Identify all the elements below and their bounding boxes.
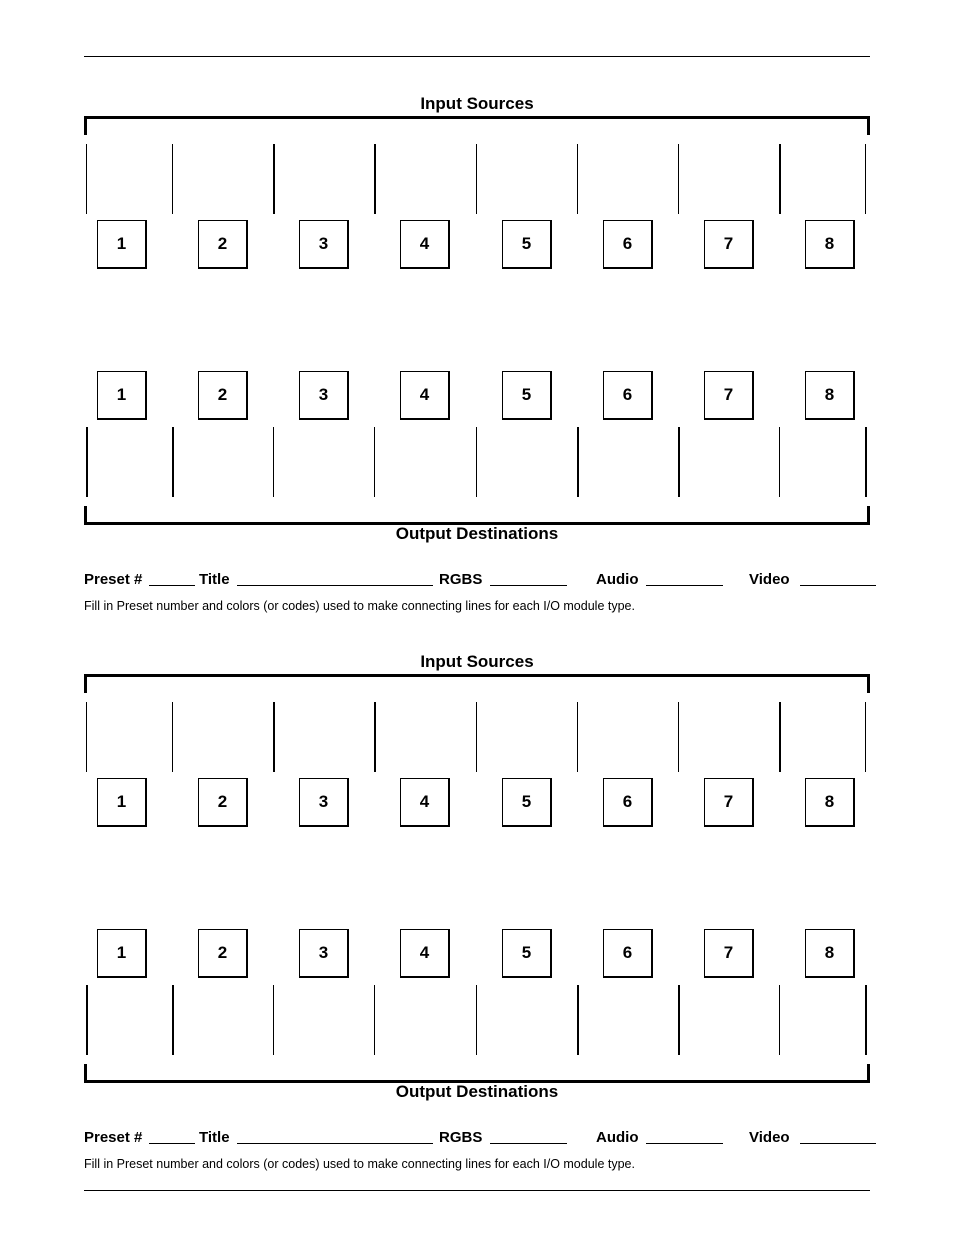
- output-connector-line: [86, 427, 88, 497]
- input-box-4: 4: [400, 220, 450, 269]
- input-box-7: 7: [704, 220, 754, 269]
- input-box-5: 5: [502, 778, 552, 827]
- output-bracket: [84, 506, 870, 525]
- output-destinations-title: Output Destinations: [395, 524, 559, 543]
- input-connector-line: [273, 144, 275, 214]
- output-box-4: 4: [400, 371, 450, 420]
- input-connector-line: [678, 702, 679, 772]
- input-box-2: 2: [198, 778, 248, 827]
- output-destinations-title: Output Destinations: [395, 1082, 559, 1101]
- output-connector-line: [577, 985, 579, 1055]
- title-blank: [237, 1143, 433, 1144]
- output-connector-line: [577, 427, 579, 497]
- input-box-6: 6: [603, 220, 653, 269]
- input-box-8: 8: [805, 220, 855, 269]
- preset-form-row: [84, 1124, 884, 1146]
- output-box-5: 5: [502, 371, 552, 420]
- output-connector-line: [273, 427, 274, 497]
- input-connector-line: [172, 144, 173, 214]
- output-connector-line: [172, 427, 174, 497]
- output-connector-line: [779, 427, 780, 497]
- rgbs-label: RGBS: [439, 1129, 483, 1146]
- input-box-3: 3: [299, 220, 349, 269]
- output-connector-line: [865, 985, 867, 1055]
- input-connector-line: [374, 702, 376, 772]
- output-box-2: 2: [198, 929, 248, 978]
- output-connector-line: [172, 985, 174, 1055]
- audio-label: Audio: [596, 1129, 639, 1146]
- video-label: Video: [749, 571, 790, 588]
- instruction-note: Fill in Preset number and colors (or codes) used to make connecting lines for each I/O module type.: [84, 599, 635, 613]
- input-connector-line: [86, 702, 87, 772]
- input-box-5: 5: [502, 220, 552, 269]
- input-connector-line: [374, 144, 376, 214]
- output-box-4: 4: [400, 929, 450, 978]
- output-connector-line: [865, 427, 867, 497]
- input-box-4: 4: [400, 778, 450, 827]
- output-box-2: 2: [198, 371, 248, 420]
- output-connector-line: [476, 985, 477, 1055]
- input-connector-line: [273, 702, 275, 772]
- preset-form-row: [84, 566, 884, 588]
- instruction-note: Fill in Preset number and colors (or codes) used to make connecting lines for each I/O module type.: [84, 1157, 635, 1171]
- preset-blank: [149, 585, 195, 586]
- input-box-1: 1: [97, 778, 147, 827]
- output-box-7: 7: [704, 929, 754, 978]
- input-box-3: 3: [299, 778, 349, 827]
- input-connector-line: [779, 702, 781, 772]
- preset-label: Preset #: [84, 571, 143, 588]
- output-box-8: 8: [805, 929, 855, 978]
- input-box-6: 6: [603, 778, 653, 827]
- preset-worksheet-1: [0, 94, 954, 614]
- preset-blank: [149, 1143, 195, 1144]
- output-connector-line: [273, 985, 274, 1055]
- output-bracket: [84, 1064, 870, 1083]
- input-bracket: [84, 116, 870, 135]
- audio-blank: [646, 1143, 723, 1144]
- rgbs-blank: [490, 585, 567, 586]
- input-sources-title: Input Sources: [420, 94, 534, 113]
- video-blank: [800, 585, 876, 586]
- input-sources-title: Input Sources: [420, 652, 534, 671]
- output-box-8: 8: [805, 371, 855, 420]
- audio-blank: [646, 585, 723, 586]
- output-connector-line: [374, 985, 375, 1055]
- preset-label: Preset #: [84, 1129, 143, 1146]
- output-connector-line: [374, 427, 375, 497]
- top-rule: [84, 56, 870, 57]
- input-connector-line: [779, 144, 781, 214]
- title-label: Title: [199, 1129, 230, 1146]
- input-box-2: 2: [198, 220, 248, 269]
- rgbs-blank: [490, 1143, 567, 1144]
- input-bracket: [84, 674, 870, 693]
- output-box-1: 1: [97, 929, 147, 978]
- output-box-7: 7: [704, 371, 754, 420]
- title-label: Title: [199, 571, 230, 588]
- output-box-6: 6: [603, 929, 653, 978]
- output-box-1: 1: [97, 371, 147, 420]
- output-connector-line: [476, 427, 477, 497]
- input-connector-line: [476, 702, 477, 772]
- input-connector-line: [678, 144, 679, 214]
- input-connector-line: [865, 144, 866, 214]
- input-box-7: 7: [704, 778, 754, 827]
- output-connector-line: [86, 985, 88, 1055]
- input-connector-line: [577, 702, 578, 772]
- output-connector-line: [779, 985, 780, 1055]
- input-connector-line: [172, 702, 173, 772]
- rgbs-label: RGBS: [439, 571, 483, 588]
- output-connector-line: [678, 427, 680, 497]
- input-connector-line: [865, 702, 866, 772]
- output-box-3: 3: [299, 371, 349, 420]
- output-box-6: 6: [603, 371, 653, 420]
- input-connector-line: [577, 144, 578, 214]
- input-connector-line: [476, 144, 477, 214]
- bottom-rule: [84, 1190, 870, 1191]
- preset-worksheet-2: [0, 652, 954, 1172]
- audio-label: Audio: [596, 571, 639, 588]
- video-blank: [800, 1143, 876, 1144]
- output-connector-line: [678, 985, 680, 1055]
- output-box-5: 5: [502, 929, 552, 978]
- input-box-8: 8: [805, 778, 855, 827]
- video-label: Video: [749, 1129, 790, 1146]
- title-blank: [237, 585, 433, 586]
- input-box-1: 1: [97, 220, 147, 269]
- input-connector-line: [86, 144, 87, 214]
- output-box-3: 3: [299, 929, 349, 978]
